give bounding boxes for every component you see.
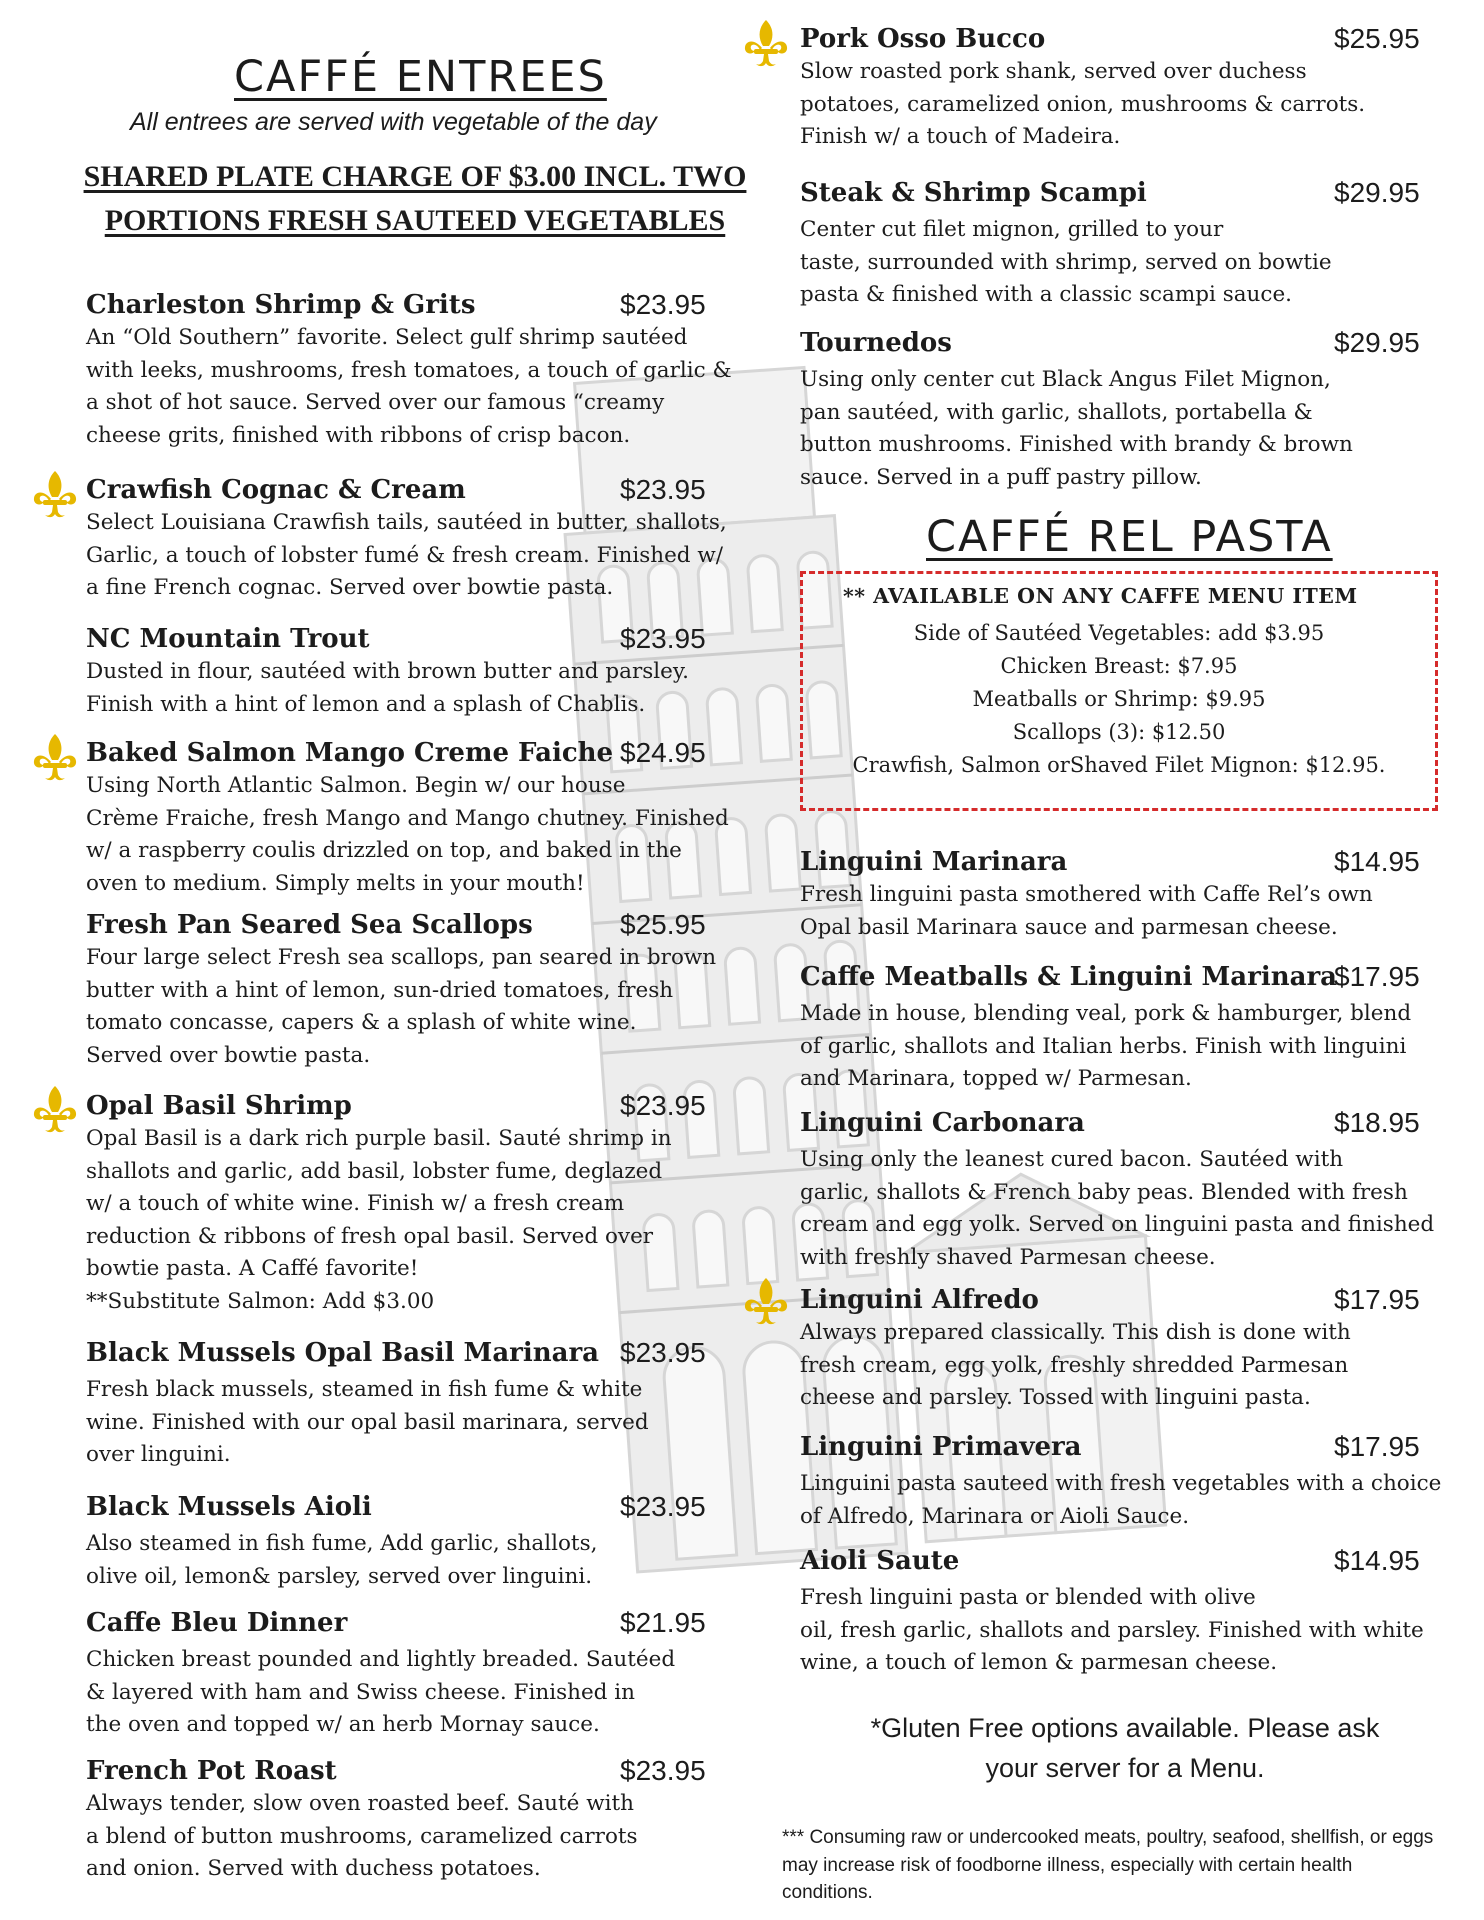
- item-price: $23.95: [620, 474, 706, 505]
- item-description: Opal Basil is a dark rich purple basil. Sauté shrimp in shallots and garlic, add basil, lobster fume, deglazed w/ a touch of white wine. Finish w/ a fresh cream reduction & ribbons of fresh opal basil. Served over bowtie pasta. A Caffé favorite! **Substitute Salmon: Add $3.00: [86, 1126, 672, 1314]
- item-description: Always prepared classically. This dish is done with fresh cream, egg yolk, freshly shredded Parmesan cheese and parsley. Tossed with linguini pasta.: [800, 1320, 1351, 1410]
- item-description: Center cut filet mignon, grilled to your taste, surrounded with shrimp, served on bowtie pasta & finished with a classic scampi sauce.: [800, 217, 1332, 307]
- item-price: $21.95: [620, 1607, 706, 1638]
- addon-line: Chicken Breast: $7.95: [1000, 654, 1238, 678]
- menu-item-tournedos: [800, 326, 1440, 494]
- menu-item-caffe-bleu-dinner: [86, 1606, 756, 1742]
- item-price: $14.95: [1334, 846, 1420, 877]
- addons-box: [800, 571, 1438, 811]
- item-description: Using only center cut Black Angus Filet Mignon, pan sautéed, with garlic, shallots, portabella & button mushrooms. Finished with brandy & brown sauce. Served in a puff pastry pillow.: [800, 367, 1353, 490]
- item-price: $29.95: [1334, 177, 1420, 208]
- item-description: Linguini pasta sauteed with fresh vegetables with a choice of Alfredo, Marinara or Aioli Sauce.: [800, 1471, 1442, 1529]
- item-name: Black Mussels Aioli: [86, 1492, 372, 1522]
- item-name: Pork Osso Bucco: [800, 24, 1046, 54]
- item-price: $23.95: [620, 289, 706, 320]
- item-name: NC Mountain Trout: [86, 624, 370, 654]
- item-price: $23.95: [620, 623, 706, 654]
- item-name: Linguini Carbonara: [800, 1108, 1085, 1138]
- gluten-free-note: *Gluten Free options available. Please ask your server for a Menu.: [870, 1713, 1380, 1783]
- item-name: Baked Salmon Mango Creme Faiche: [86, 738, 614, 768]
- item-description: Chicken breast pounded and lightly breaded. Sautéed & layered with ham and Swiss cheese. Finished in the oven and topped w/ an herb Mornay sauce.: [86, 1647, 676, 1737]
- fleur-de-lis-icon: [32, 1085, 78, 1133]
- item-name: Charleston Shrimp & Grits: [86, 290, 476, 320]
- menu-item-mussels-aioli: [86, 1490, 756, 1593]
- item-description: Slow roasted pork shank, served over duchess potatoes, caramelized onion, mushrooms & carrots. Finish w/ a touch of Madeira.: [800, 59, 1366, 149]
- item-description: An “Old Southern” favorite. Select gulf shrimp sautéed with leeks, mushrooms, fresh tomatoes, a touch of garlic & a shot of hot sauce. Served over our famous “creamy cheese grits, finished with ribbons of crisp bacon.: [86, 325, 732, 448]
- item-price: $23.95: [620, 1090, 706, 1121]
- addon-line: Meatballs or Shrimp: $9.95: [972, 687, 1266, 711]
- menu-item-french-pot-roast: [86, 1754, 756, 1886]
- item-description: Fresh linguini pasta or blended with olive oil, fresh garlic, shallots and parsley. Finished with white wine, a touch of lemon & parmesan cheese.: [800, 1585, 1424, 1675]
- menu-item-linguini-alfredo: [800, 1283, 1440, 1415]
- consumption-warning: *** Consuming raw or undercooked meats, poultry, seafood, shellfish, or eggs may increase risk of foodborne illness, especially with certain health conditions.: [782, 1827, 1434, 1903]
- fleur-de-lis-icon: [743, 1277, 789, 1325]
- entrees-title: CAFFÉ ENTREES: [234, 52, 607, 102]
- menu-item-charleston-shrimp-grits: [86, 288, 756, 452]
- fleur-de-lis-icon: [743, 19, 789, 67]
- item-price: $17.95: [1334, 1284, 1420, 1315]
- fleur-de-lis-icon: [32, 733, 78, 781]
- item-price: $25.95: [620, 909, 706, 940]
- addons-heading: ** AVAILABLE ON ANY CAFFE MENU ITEM: [843, 584, 1358, 608]
- menu-item-linguini-marinara: [800, 845, 1440, 944]
- addon-line: Side of Sautéed Vegetables: add $3.95: [913, 621, 1325, 645]
- item-description: Always tender, slow oven roasted beef. Sauté with a blend of button mushrooms, caramelized carrots and onion. Served with duchess potatoes.: [86, 1791, 638, 1881]
- item-price: $17.95: [1334, 961, 1420, 992]
- item-description: Made in house, blending veal, pork & hamburger, blend of garlic, shallots and Italian herbs. Finish with linguini and Marinara, topped w/ Parmesan.: [800, 1001, 1412, 1091]
- item-description: Dusted in flour, sautéed with brown butter and parsley. Finish with a hint of lemon and a splash of Chablis.: [86, 659, 690, 717]
- item-description: Select Louisiana Crawfish tails, sautéed in butter, shallots, Garlic, a touch of lobster fumé & fresh cream. Finished w/ a fine French cognac. Served over bowtie pasta.: [86, 510, 727, 600]
- item-description: Also steamed in fish fume, Add garlic, shallots, olive oil, lemon& parsley, served over linguini.: [86, 1531, 598, 1589]
- item-description: Using only the leanest cured bacon. Sautéed with garlic, shallots & French baby peas. Blended with fresh cream and egg yolk. Served on linguini pasta and finished with freshly shaved Parmesan cheese.: [800, 1147, 1435, 1270]
- item-name: French Pot Roast: [86, 1756, 337, 1786]
- addon-line: Scallops (3): $12.50: [1012, 720, 1226, 744]
- item-name: Linguini Alfredo: [800, 1285, 1039, 1315]
- item-price: $23.95: [620, 1755, 706, 1786]
- menu-item-opal-basil-shrimp: [86, 1089, 756, 1318]
- menu-item-linguini-carbonara: [800, 1106, 1460, 1274]
- fleur-de-lis-icon: [32, 470, 78, 518]
- item-description: Using North Atlantic Salmon. Begin w/ our house Crème Fraiche, fresh Mango and Mango chutney. Finished w/ a raspberry coulis drizzled on top, and baked in the oven to medium. Simply melts in your mouth!: [86, 773, 729, 896]
- item-name: Black Mussels Opal Basil Marinara: [86, 1338, 600, 1368]
- menu-item-mussels-opal-basil: [86, 1336, 756, 1472]
- shared-plate-notice: SHARED PLATE CHARGE OF $3.00 INCL. TWO PORTIONS FRESH SAUTEED VEGETABLES: [83, 160, 747, 237]
- item-name: Opal Basil Shrimp: [86, 1091, 352, 1121]
- item-description: Fresh black mussels, steamed in fish fume & white wine. Finished with our opal basil marinara, served over linguini.: [86, 1377, 649, 1467]
- item-price: $24.95: [620, 737, 706, 768]
- item-price: $25.95: [1334, 23, 1420, 54]
- item-description: Fresh linguini pasta smothered with Caffe Rel’s own Opal basil Marinara sauce and parmesan cheese.: [800, 882, 1373, 940]
- item-price: $17.95: [1334, 1431, 1420, 1462]
- menu-item-crawfish-cognac-cream: [86, 473, 756, 605]
- item-name: Steak & Shrimp Scampi: [800, 178, 1147, 208]
- menu-item-pan-seared-scallops: [86, 908, 756, 1072]
- item-description: Four large select Fresh sea scallops, pan seared in brown butter with a hint of lemon, sun-dried tomatoes, fresh tomato concasse, capers & a splash of white wine. Served over bowtie pasta.: [86, 945, 717, 1068]
- item-name: Tournedos: [800, 328, 952, 358]
- item-price: $18.95: [1334, 1107, 1420, 1138]
- item-name: Fresh Pan Seared Sea Scallops: [86, 910, 533, 940]
- menu-item-nc-mountain-trout: [86, 622, 756, 721]
- menu-item-aioli-saute: [800, 1544, 1460, 1680]
- item-price: $29.95: [1334, 327, 1420, 358]
- item-name: Caffe Bleu Dinner: [86, 1608, 348, 1638]
- item-name: Linguini Marinara: [800, 847, 1068, 877]
- addons-list: [803, 617, 1435, 782]
- menu-item-pork-osso-bucco: [800, 22, 1440, 154]
- item-price: $23.95: [620, 1491, 706, 1522]
- item-name: Crawfish Cognac & Cream: [86, 475, 466, 505]
- pasta-title: CAFFÉ REL PASTA: [926, 512, 1333, 562]
- item-price: $14.95: [1334, 1545, 1420, 1576]
- addon-line: Crawfish, Salmon orShaved Filet Mignon: $12.95.: [852, 753, 1386, 777]
- item-price: $23.95: [620, 1337, 706, 1368]
- menu-item-steak-shrimp-scampi: [800, 176, 1440, 312]
- entrees-subtitle: All entrees are served with vegetable of the day: [130, 108, 657, 136]
- menu-item-linguini-primavera: [800, 1430, 1470, 1533]
- item-name: Caffe Meatballs & Linguini Marinara: [800, 962, 1337, 992]
- item-name: Linguini Primavera: [800, 1432, 1082, 1462]
- menu-item-meatballs-linguini: [800, 960, 1440, 1096]
- menu-item-baked-salmon-mango: [86, 736, 756, 900]
- item-name: Aioli Saute: [800, 1546, 960, 1576]
